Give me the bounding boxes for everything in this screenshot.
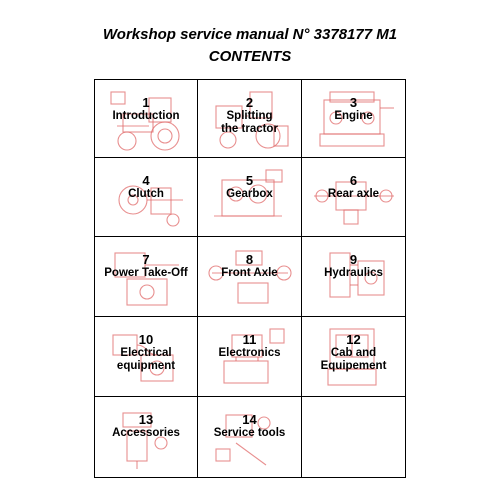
section-label bbox=[302, 96, 405, 123]
section-number: 12 bbox=[346, 332, 361, 347]
section-label bbox=[198, 413, 301, 440]
section-number: 4 bbox=[142, 173, 150, 188]
section-number: 14 bbox=[242, 412, 257, 427]
section-label bbox=[198, 174, 301, 201]
section-number: 10 bbox=[138, 332, 154, 347]
section-label bbox=[95, 253, 197, 280]
section-label bbox=[198, 333, 301, 360]
section-engine[interactable] bbox=[302, 79, 406, 158]
section-service-tools[interactable] bbox=[198, 397, 302, 478]
section-label bbox=[302, 333, 405, 373]
section-introduction[interactable] bbox=[94, 79, 198, 158]
section-electrical-equipment[interactable] bbox=[94, 317, 198, 397]
section-title: Cab and Equipement bbox=[320, 347, 387, 372]
section-number: 5 bbox=[245, 173, 254, 188]
section-number: 13 bbox=[138, 412, 154, 427]
section-cab-equipment[interactable] bbox=[302, 317, 406, 397]
section-label bbox=[198, 253, 301, 280]
contents-grid bbox=[94, 79, 406, 478]
section-number: 9 bbox=[349, 252, 358, 267]
section-title: Service tools bbox=[213, 427, 286, 439]
section-number: 11 bbox=[242, 332, 257, 347]
section-gearbox[interactable] bbox=[198, 158, 302, 237]
section-number: 1 bbox=[142, 95, 150, 110]
section-label bbox=[95, 413, 197, 440]
section-label bbox=[95, 174, 197, 201]
section-title: Electrical equipment bbox=[116, 347, 176, 372]
contents-heading: CONTENTS bbox=[208, 48, 292, 65]
section-title: Clutch bbox=[128, 188, 164, 200]
section-hydraulics[interactable] bbox=[302, 237, 406, 317]
section-number: 2 bbox=[245, 95, 254, 110]
section-title: Splitting the tractor bbox=[221, 110, 278, 135]
section-front-axle[interactable] bbox=[198, 237, 302, 317]
section-title: Hydraulics bbox=[324, 267, 383, 279]
section-title: Gearbox bbox=[226, 188, 273, 200]
section-label bbox=[95, 96, 197, 123]
section-title: Rear axle bbox=[327, 188, 380, 200]
section-number: 3 bbox=[349, 95, 358, 110]
section-number: 6 bbox=[349, 173, 358, 188]
section-accessories[interactable] bbox=[94, 397, 198, 478]
section-title: Introduction bbox=[112, 110, 180, 122]
section-title: Accessories bbox=[112, 427, 180, 439]
section-number: 7 bbox=[142, 252, 150, 267]
section-label bbox=[302, 253, 405, 280]
section-label bbox=[302, 174, 405, 201]
section-title: Power Take-Off bbox=[104, 267, 188, 279]
section-title: Engine bbox=[334, 110, 373, 122]
section-splitting-tractor[interactable] bbox=[198, 79, 302, 158]
section-rear-axle[interactable] bbox=[302, 158, 406, 237]
section-label bbox=[95, 333, 197, 373]
section-number: 8 bbox=[245, 252, 254, 267]
section-electronics[interactable] bbox=[198, 317, 302, 397]
section-power-take-off[interactable] bbox=[94, 237, 198, 317]
section-clutch[interactable] bbox=[94, 158, 198, 237]
section-title: Front Axle bbox=[221, 267, 278, 279]
manual-title: Workshop service manual N° 3378177 M1 bbox=[102, 26, 398, 43]
section-label bbox=[198, 96, 301, 136]
section-title: Electronics bbox=[218, 347, 281, 359]
empty-cell bbox=[302, 397, 406, 478]
